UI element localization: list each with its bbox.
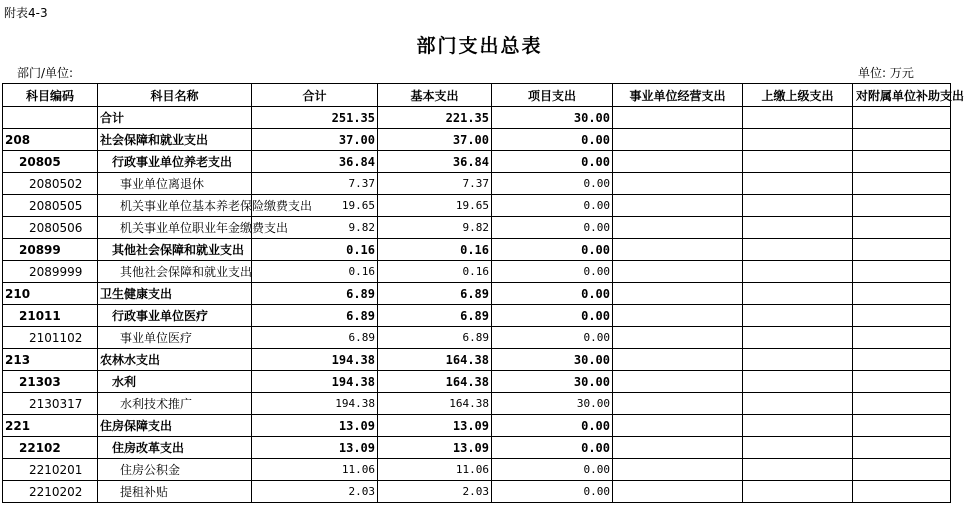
cell-project: 0.00 xyxy=(492,305,613,327)
cell-name: 行政事业单位养老支出 xyxy=(98,151,252,173)
cell-project: 0.00 xyxy=(492,261,613,283)
header-subsidy: 对附属单位补助支出 xyxy=(853,84,951,107)
cell-basic: 0.16 xyxy=(378,261,492,283)
table-row xyxy=(3,437,951,459)
cell-basic: 36.84 xyxy=(378,151,492,173)
table-row xyxy=(3,173,951,195)
cell-code: 21011 xyxy=(3,305,98,327)
department-label: 部门/单位: xyxy=(17,66,74,80)
cell-remit xyxy=(743,459,853,481)
cell-operating xyxy=(613,107,743,129)
cell-subsidy xyxy=(853,173,951,195)
cell-remit xyxy=(743,129,853,151)
cell-remit xyxy=(743,481,853,503)
cell-remit xyxy=(743,107,853,129)
cell-remit xyxy=(743,283,853,305)
header-remit: 上缴上级支出 xyxy=(743,84,853,107)
cell-basic: 9.82 xyxy=(378,217,492,239)
cell-subsidy xyxy=(853,151,951,173)
cell-name: 住房保障支出 xyxy=(98,415,252,437)
table-row xyxy=(3,459,951,481)
cell-basic: 19.65 xyxy=(378,195,492,217)
cell-operating xyxy=(613,437,743,459)
cell-subsidy xyxy=(853,261,951,283)
cell-total: 6.89 xyxy=(252,327,378,349)
cell-remit xyxy=(743,239,853,261)
cell-operating xyxy=(613,173,743,195)
cell-code: 2210202 xyxy=(3,481,98,503)
cell-name: 提租补贴 xyxy=(98,481,252,503)
cell-code: 21303 xyxy=(3,371,98,393)
cell-total: 13.09 xyxy=(252,437,378,459)
cell-operating xyxy=(613,481,743,503)
cell-operating xyxy=(613,371,743,393)
cell-basic: 164.38 xyxy=(378,349,492,371)
cell-operating xyxy=(613,195,743,217)
cell-name: 事业单位离退休 xyxy=(98,173,252,195)
cell-name: 住房公积金 xyxy=(98,459,252,481)
cell-code: 208 xyxy=(3,129,98,151)
table-row xyxy=(3,305,951,327)
cell-total: 6.89 xyxy=(252,283,378,305)
cell-basic: 164.38 xyxy=(378,371,492,393)
table-row xyxy=(3,217,951,239)
cell-basic: 37.00 xyxy=(378,129,492,151)
header-operating: 事业单位经营支出 xyxy=(613,84,743,107)
cell-name: 其他社会保障和就业支出 xyxy=(98,261,252,283)
cell-remit xyxy=(743,261,853,283)
cell-basic: 13.09 xyxy=(378,415,492,437)
cell-code: 2089999 xyxy=(3,261,98,283)
cell-remit xyxy=(743,151,853,173)
cell-name: 住房改革支出 xyxy=(98,437,252,459)
table-row xyxy=(3,481,951,503)
cell-project: 0.00 xyxy=(492,283,613,305)
cell-name: 社会保障和就业支出 xyxy=(98,129,252,151)
cell-project: 0.00 xyxy=(492,151,613,173)
header-project: 项目支出 xyxy=(492,84,613,107)
cell-subsidy xyxy=(853,107,951,129)
cell-remit xyxy=(743,349,853,371)
cell-project: 30.00 xyxy=(492,371,613,393)
cell-project: 0.00 xyxy=(492,173,613,195)
table-row xyxy=(3,283,951,305)
table-row xyxy=(3,151,951,173)
cell-name: 水利 xyxy=(98,371,252,393)
cell-total: 0.16 xyxy=(252,261,378,283)
cell-subsidy xyxy=(853,239,951,261)
cell-subsidy xyxy=(853,481,951,503)
cell-project: 0.00 xyxy=(492,239,613,261)
cell-name: 水利技术推广 xyxy=(98,393,252,415)
cell-project: 0.00 xyxy=(492,195,613,217)
cell-project: 0.00 xyxy=(492,437,613,459)
cell-basic: 6.89 xyxy=(378,305,492,327)
cell-operating xyxy=(613,305,743,327)
cell-name: 卫生健康支出 xyxy=(98,283,252,305)
cell-remit xyxy=(743,305,853,327)
cell-total: 194.38 xyxy=(252,349,378,371)
cell-remit xyxy=(743,437,853,459)
cell-code: 2101102 xyxy=(3,327,98,349)
cell-subsidy xyxy=(853,129,951,151)
cell-project: 0.00 xyxy=(492,415,613,437)
cell-operating xyxy=(613,283,743,305)
table-row xyxy=(3,415,951,437)
cell-remit xyxy=(743,415,853,437)
cell-code: 2080506 xyxy=(3,217,98,239)
cell-code: 2080505 xyxy=(3,195,98,217)
cell-operating xyxy=(613,151,743,173)
cell-operating xyxy=(613,459,743,481)
cell-subsidy xyxy=(853,459,951,481)
table-row xyxy=(3,261,951,283)
cell-operating xyxy=(613,129,743,151)
table-row xyxy=(3,239,951,261)
header-total: 合计 xyxy=(252,84,378,107)
cell-basic: 0.16 xyxy=(378,239,492,261)
page-title: 部门支出总表 xyxy=(416,35,543,57)
table-row xyxy=(3,393,951,415)
cell-project: 30.00 xyxy=(492,393,613,415)
cell-operating xyxy=(613,393,743,415)
cell-code xyxy=(3,107,98,129)
cell-code: 213 xyxy=(3,349,98,371)
cell-basic: 6.89 xyxy=(378,327,492,349)
cell-code: 2210201 xyxy=(3,459,98,481)
cell-name: 机关事业单位基本养老保险缴费支出 xyxy=(98,195,252,217)
cell-project: 30.00 xyxy=(492,349,613,371)
cell-total: 6.89 xyxy=(252,305,378,327)
cell-subsidy xyxy=(853,195,951,217)
cell-name: 其他社会保障和就业支出 xyxy=(98,239,252,261)
table-row xyxy=(3,107,951,129)
cell-name: 行政事业单位医疗 xyxy=(98,305,252,327)
cell-basic: 221.35 xyxy=(378,107,492,129)
table-row xyxy=(3,327,951,349)
cell-operating xyxy=(613,217,743,239)
cell-total: 0.16 xyxy=(252,239,378,261)
table-row xyxy=(3,349,951,371)
cell-remit xyxy=(743,327,853,349)
table-row xyxy=(3,195,951,217)
cell-total: 9.82 xyxy=(252,217,378,239)
cell-code: 20805 xyxy=(3,151,98,173)
cell-total: 194.38 xyxy=(252,371,378,393)
cell-total: 13.09 xyxy=(252,415,378,437)
cell-basic: 11.06 xyxy=(378,459,492,481)
cell-remit xyxy=(743,217,853,239)
cell-operating xyxy=(613,327,743,349)
cell-project: 0.00 xyxy=(492,459,613,481)
cell-remit xyxy=(743,371,853,393)
cell-subsidy xyxy=(853,437,951,459)
cell-code: 210 xyxy=(3,283,98,305)
cell-total: 11.06 xyxy=(252,459,378,481)
cell-basic: 2.03 xyxy=(378,481,492,503)
cell-subsidy xyxy=(853,415,951,437)
header-basic: 基本支出 xyxy=(378,84,492,107)
cell-total: 194.38 xyxy=(252,393,378,415)
cell-operating xyxy=(613,349,743,371)
cell-name: 机关事业单位职业年金缴费支出 xyxy=(98,217,252,239)
cell-subsidy xyxy=(853,393,951,415)
cell-remit xyxy=(743,173,853,195)
cell-operating xyxy=(613,261,743,283)
cell-name: 合计 xyxy=(98,107,252,129)
cell-total: 36.84 xyxy=(252,151,378,173)
cell-subsidy xyxy=(853,217,951,239)
cell-code: 2080502 xyxy=(3,173,98,195)
cell-project: 0.00 xyxy=(492,327,613,349)
attachment-tag: 附表4-3 xyxy=(4,6,48,20)
unit-label: 单位: 万元 xyxy=(858,66,914,80)
cell-subsidy xyxy=(853,283,951,305)
cell-operating xyxy=(613,239,743,261)
table-row xyxy=(3,371,951,393)
cell-basic: 164.38 xyxy=(378,393,492,415)
cell-total: 19.65 xyxy=(252,195,378,217)
cell-total: 2.03 xyxy=(252,481,378,503)
table-header-row xyxy=(3,84,951,107)
cell-basic: 6.89 xyxy=(378,283,492,305)
cell-total: 7.37 xyxy=(252,173,378,195)
cell-project: 0.00 xyxy=(492,481,613,503)
cell-remit xyxy=(743,393,853,415)
cell-operating xyxy=(613,415,743,437)
cell-basic: 13.09 xyxy=(378,437,492,459)
expenditure-table xyxy=(2,83,964,503)
cell-subsidy xyxy=(853,305,951,327)
header-name: 科目名称 xyxy=(98,84,252,107)
cell-name: 事业单位医疗 xyxy=(98,327,252,349)
cell-total: 251.35 xyxy=(252,107,378,129)
table-row xyxy=(3,129,951,151)
cell-remit xyxy=(743,195,853,217)
cell-subsidy xyxy=(853,327,951,349)
cell-code: 221 xyxy=(3,415,98,437)
cell-basic: 7.37 xyxy=(378,173,492,195)
cell-total: 37.00 xyxy=(252,129,378,151)
header-code: 科目编码 xyxy=(3,84,98,107)
cell-subsidy xyxy=(853,371,951,393)
cell-project: 30.00 xyxy=(492,107,613,129)
cell-code: 20899 xyxy=(3,239,98,261)
cell-project: 0.00 xyxy=(492,129,613,151)
cell-project: 0.00 xyxy=(492,217,613,239)
cell-subsidy xyxy=(853,349,951,371)
cell-name: 农林水支出 xyxy=(98,349,252,371)
cell-code: 22102 xyxy=(3,437,98,459)
cell-code: 2130317 xyxy=(3,393,98,415)
